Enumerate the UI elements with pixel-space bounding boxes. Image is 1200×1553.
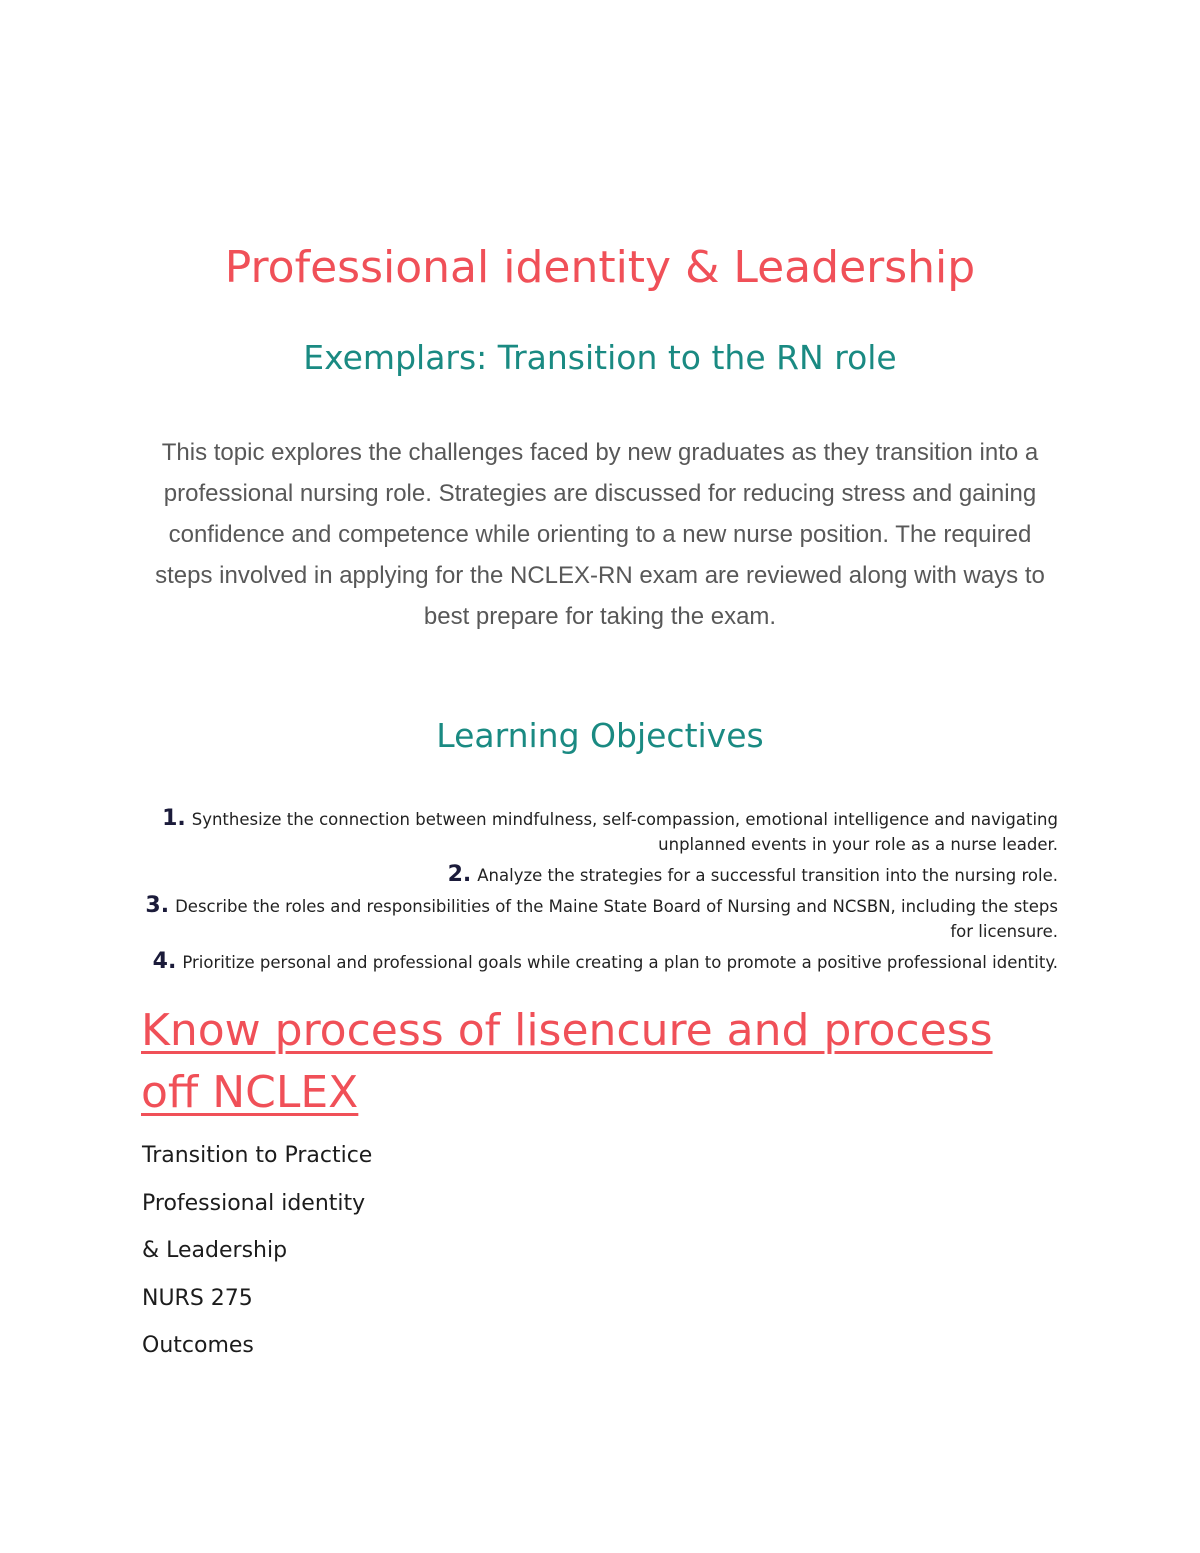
course-notes-list [142, 1140, 842, 1378]
objective-number: 2. [447, 862, 472, 887]
objective-text: Prioritize personal and professional goals while creating a plan to promote a positive professional identity. [182, 953, 1058, 972]
objective-number: 3. [145, 893, 170, 918]
objective-text: Describe the roles and responsibilities of the Maine State Board of Nursing and NCSBN, including the steps for licensure. [175, 897, 1058, 941]
objective-text: Analyze the strategies for a successful transition into the nursing role. [477, 866, 1058, 885]
note-line: NURS 275 [142, 1285, 253, 1311]
objective-item [140, 949, 1058, 975]
note-line: & Leadership [142, 1238, 288, 1263]
note-line: Transition to Practice [142, 1143, 373, 1168]
objective-text: Synthesize the connection between mindfulness, self-compassion, emotional intelligence and navigating unplanned events in your role as a nurse leader. [191, 810, 1058, 854]
page-subtitle: Exemplars: Transition to the RN role [303, 338, 897, 377]
page-title: Professional identity & Leadership [224, 242, 976, 293]
learning-objectives-list [140, 806, 1058, 980]
note-line: Outcomes [142, 1333, 254, 1358]
objective-item [140, 893, 1058, 944]
intro-paragraph: This topic explores the challenges faced by new graduates as they transition into a professional nursing role. Strategies are discussed for reducing stress and gaining confidence and competence while orienting to a new nurse position. The required steps involved in applying for the NCLEX-RN exam are reviewed along with ways to best prepare for taking the exam. [155, 439, 1045, 630]
know-process-heading: Know process of lisencure and process off NCLEX [141, 1005, 993, 1118]
objective-item [140, 862, 1058, 888]
note-line: Professional identity [142, 1190, 366, 1216]
objective-number: 1. [162, 806, 186, 831]
learning-objectives-heading: Learning Objectives [436, 716, 764, 755]
objective-number: 4. [152, 949, 177, 974]
objective-item [140, 806, 1058, 857]
